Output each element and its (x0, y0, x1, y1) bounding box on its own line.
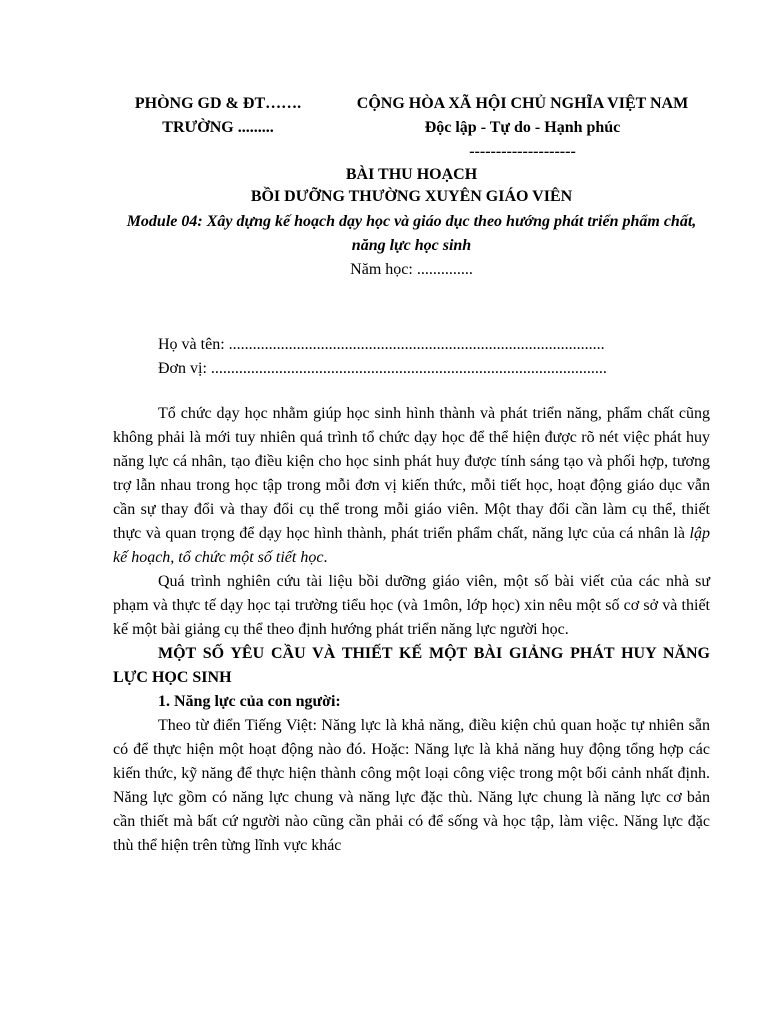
section-heading: MỘT SỐ YÊU CẦU VÀ THIẾT KẾ MỘT BÀI GIẢNG PHÁT HUY NĂNG LỰC HỌC SINH (113, 645, 710, 686)
subsection-heading: 1. Năng lực của con người: (158, 693, 341, 710)
school-header (113, 92, 323, 140)
paragraph-end: . (323, 549, 328, 566)
paragraph (113, 402, 710, 570)
name-field: Họ và tên: .............................................................................................. (158, 336, 605, 353)
document-title: BÀI THU HOẠCH (345, 166, 478, 183)
school-year: Năm học: .............. (350, 261, 473, 278)
school-line: TRƯỜNG ......... (162, 119, 274, 136)
national-title: CỘNG HÒA XÃ HỘI CHỦ NGHĨA VIỆT NAM (356, 95, 689, 112)
paragraph: Quá trình nghiên cứu tài liệu bồi dưỡng giáo viên, một số bài viết của các nhà sư phạm và thực tế dạy học tại trường tiểu học (và 1môn, lớp học) xin nêu một số cơ sở và thiết kế một bài giảng cụ thể theo định hướng phát triển năng lực người học. (113, 573, 710, 638)
body-text (113, 402, 710, 858)
module-title: Module 04: Xây dựng kế hoạch dạy học và giáo dục theo hướng phát triển phẩm chất, năng lực học sinh (126, 213, 697, 254)
document-subtitle: BỒI DƯỠNG THƯỜNG XUYÊN GIÁO VIÊN (250, 188, 573, 205)
national-motto: Độc lập - Tự do - Hạnh phúc (424, 119, 621, 136)
national-header (335, 92, 710, 164)
unit-field: Đơn vị: ................................................................................................... (158, 360, 607, 377)
emphasis-text: lập kế hoạch, tổ chức một số tiết học (113, 525, 710, 566)
info-fields (158, 333, 607, 381)
paragraph-text: Tổ chức dạy học nhằm giúp học sinh hình thành và phát triển năng, phẩm chất cũng không phải là mới tuy nhiên quá trình tổ chức dạy học để thể hiện được rõ nét việc phát huy năng lực cá nhân, tạo điều kiện cho học sinh phát huy được tính sáng tạo và phối hợp, tương trợ lẫn nhau trong học tập trong mỗi đơn vị kiến thức, mỗi tiết học, hoạt động giáo dục vẫn cần sự thay đổi và thay đổi cụ thể trong mỗi giáo viên. Một thay đổi cần làm cụ thể, thiết thực và quan trọng để dạy học hình thành, phát triển phẩm chất, năng lực của cá nhân là (113, 405, 710, 542)
title-block (113, 164, 710, 282)
header-divider: -------------------- (469, 143, 576, 160)
paragraph: Theo từ điển Tiếng Việt: Năng lực là khả năng, điều kiện chủ quan hoặc tự nhiên sẵn có để thực hiện một hoạt động nào đó. Hoặc: Năng lực là khả năng huy động tổng hợp các kiến thức, kỹ năng để thực hiện thành công một loại công việc trong một bối cảnh nhất định. Năng lực gồm có năng lực chung và năng lực đặc thù. Năng lực chung là năng lực cơ bản cần thiết mà bất cứ người nào cũng cần phải có để sống và học tập, làm việc. Năng lực đặc thù thể hiện trên từng lĩnh vực khác (113, 717, 710, 854)
department-line: PHÒNG GD & ĐT……. (134, 95, 302, 112)
